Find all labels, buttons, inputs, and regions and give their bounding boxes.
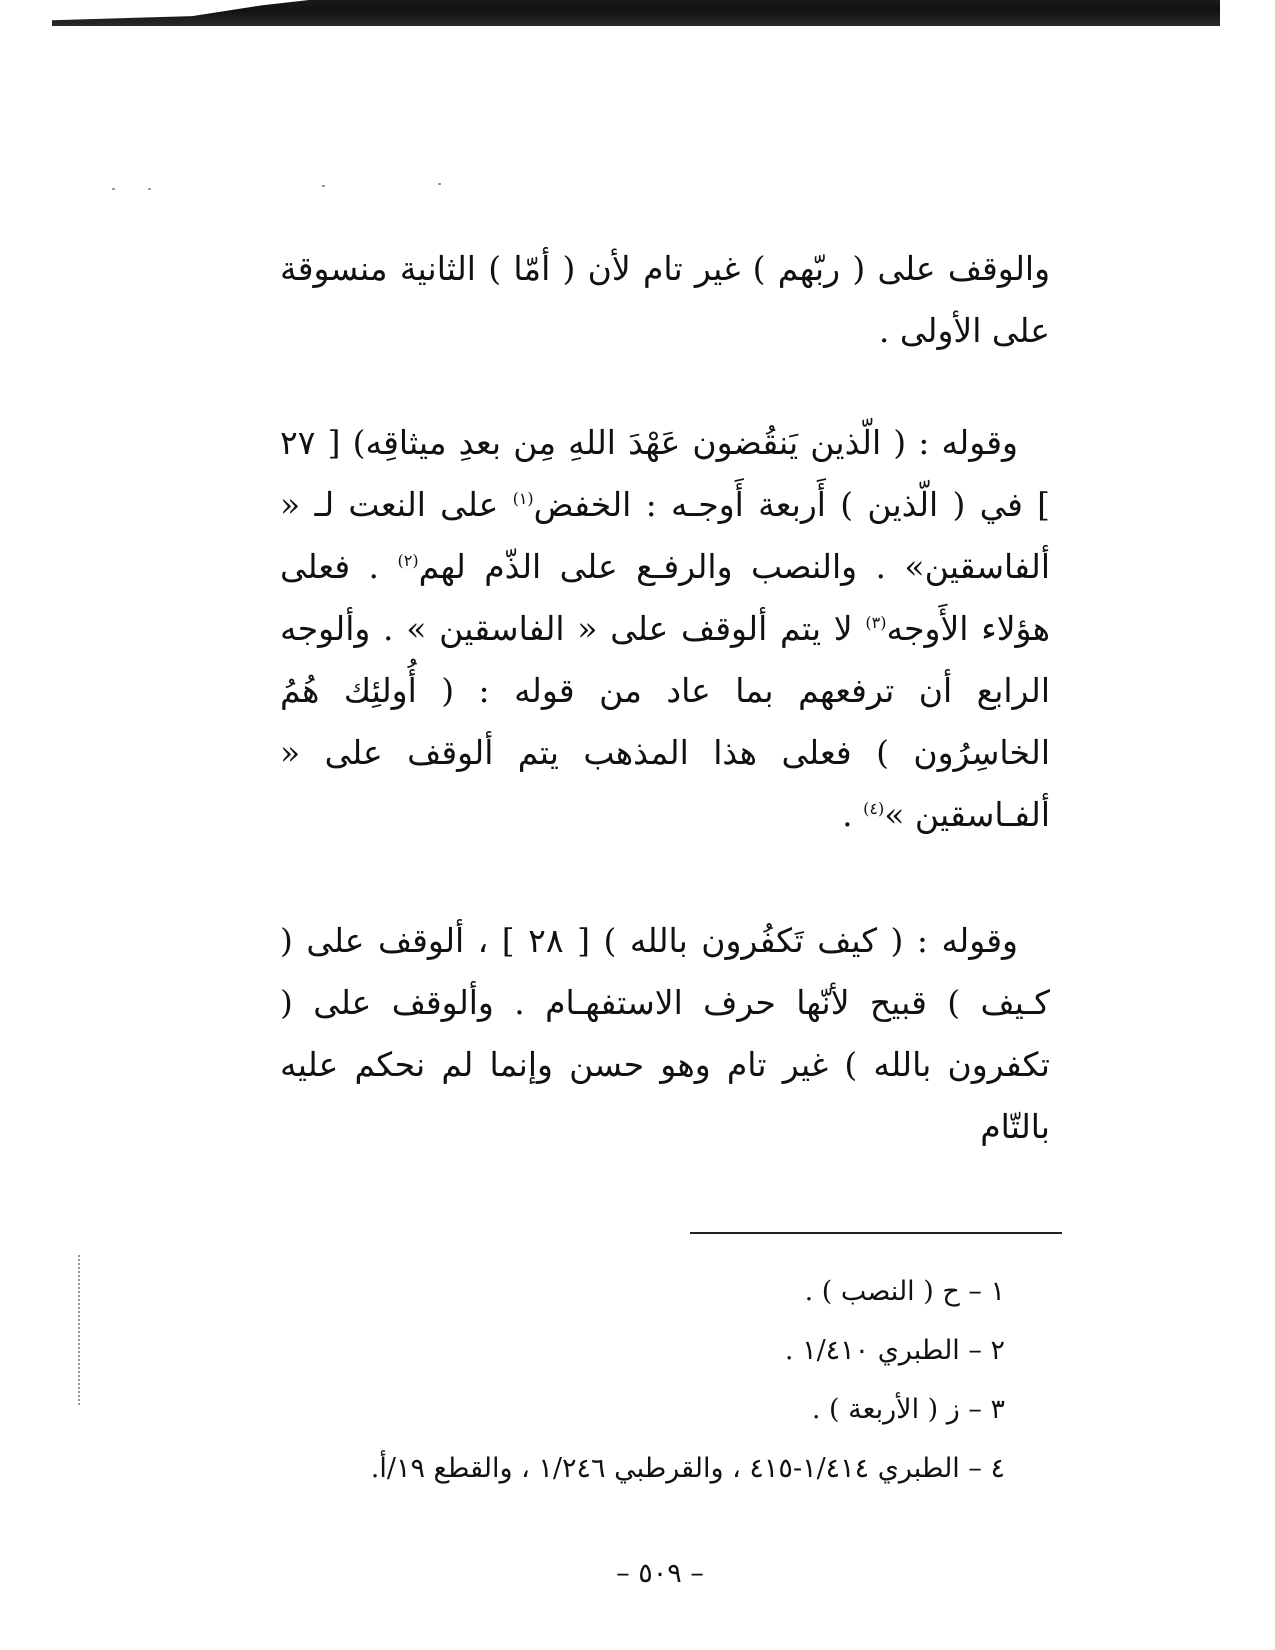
paragraph-2 (280, 412, 1050, 846)
footnotes (340, 1262, 1005, 1498)
scan-margin-specks (78, 1255, 84, 1405)
footnote-1: ١ – ح ( النصب ) . (804, 1276, 1005, 1307)
paragraph-text: على النعت لـ « ألفاسقين» . والنصب والرفـع على الذّم لهم (280, 485, 1050, 586)
footnote-reference: (٤) (863, 799, 885, 818)
scan-speck (438, 183, 441, 185)
footnote-reference: (٣) (865, 613, 887, 632)
main-text (280, 910, 1050, 1158)
footnote-3: ٣ – ز ( الأربعة ) . (811, 1394, 1005, 1425)
paragraph-1: والوقف على ( ربّهم ) غير تام لأن ( أمّا ) الثانية منسوقة على الأولى . (280, 249, 1050, 350)
page-number: – ٥٠٩ – (616, 1558, 704, 1589)
paragraph-text: وقوله : ( الّذين يَنقُضون عَهْدَ اللهِ مِن بعدِ ميثاقِه) [ ٢٧ ] في ( الّذين ) أَربعة أَوجـه : الخفض (280, 423, 1051, 524)
scan-speck (112, 188, 115, 190)
scan-speck (148, 188, 151, 190)
paragraph-3: وقوله : ( كيف تَكفُرون بالله ) [ ٢٨ ] ، ألوقف على ( كـيف ) قبيح لأنّها حرف الاستفهـام . وألوقف على ( تكفرون بالله ) غير تام وهو حسن وإنما لم نحكم عليه بالتّام (280, 921, 1050, 1146)
scan-speck (322, 185, 325, 187)
paragraph-text: . فعلى هؤلاء الأَوجه (280, 547, 1050, 648)
footnote-divider (690, 1232, 1062, 1234)
footnote-reference: (٢) (397, 551, 419, 570)
footnote-2: ٢ – الطبري ١/٤١٠ . (784, 1335, 1005, 1366)
main-text (280, 412, 1050, 846)
paragraph-text: لا يتم ألوقف على « الفاسقين » . وألوجه الرابع أن ترفعهم بما عاد من قوله : ( أُولئِك هُمُ الخاسِرُون ) فعلى هذا المذهب يتم ألوقف على « ألفـاسقين » (280, 609, 1050, 834)
footnote-reference: (١) (512, 489, 534, 508)
paragraph-text: . (842, 795, 864, 834)
main-text (280, 238, 1050, 362)
footnote-4: ٤ – الطبري ١/٤١٤-٤١٥ ، والقرطبي ١/٢٤٦ ، والقطع ١٩/أ. (370, 1453, 1005, 1484)
scan-edge-shadow (52, 0, 1220, 26)
